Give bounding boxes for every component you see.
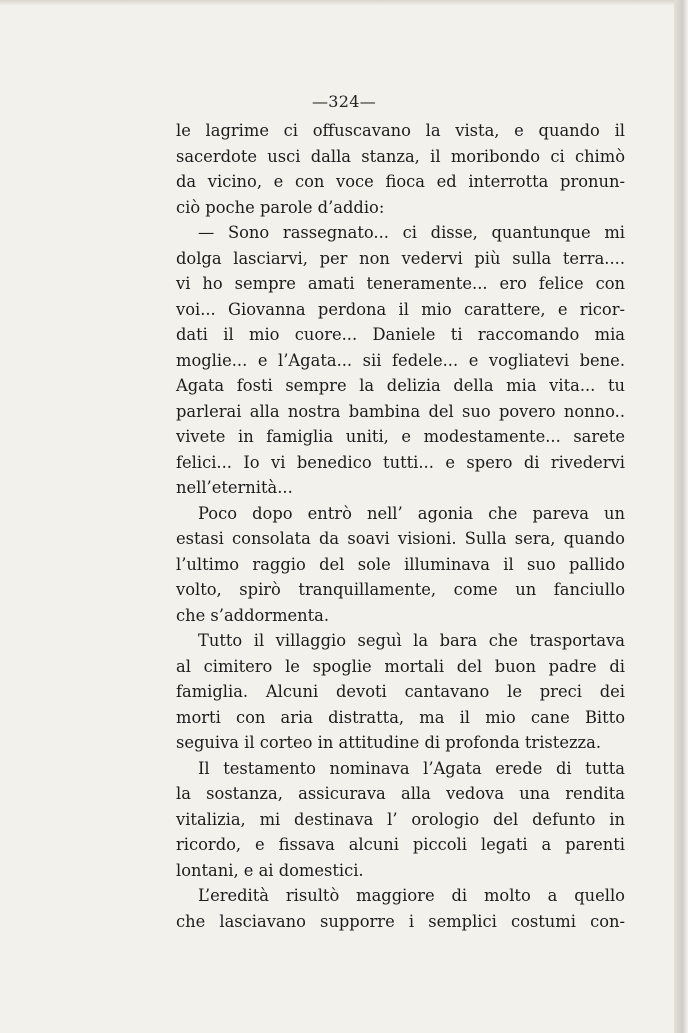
text-line: — Sono rassegnato... ci disse, quantunque mi [198, 223, 625, 242]
text-line: lontani, e ai domestici. [176, 860, 364, 880]
text-line: al cimitero le spoglie mortali del buon padre di [176, 656, 625, 676]
text-line: voi... Giovanna perdona il mio carattere, e ricor- [176, 299, 625, 319]
text-line: volto, spirò tranquillamente, come un fanciullo [176, 580, 625, 599]
page-right-edge [674, 0, 688, 1033]
text-line: vivete in famiglia uniti, e modestamente... sarete [176, 427, 625, 446]
text-line: nell’eternità... [176, 478, 293, 497]
text-line: dolga lasciarvi, per non vedervi più sulla terra.... [176, 248, 625, 268]
text-line: dati il mio cuore... Daniele ti raccomando mia [176, 325, 625, 344]
text-line: l’ultimo raggio del sole illuminava il suo pallido [176, 554, 625, 574]
text-line: Poco dopo entrò nell’ agonia che pareva un [198, 503, 625, 523]
page-top-shadow [0, 0, 688, 6]
text-line: Agata fosti sempre la delizia della mia vita... tu [176, 376, 625, 395]
body-text [176, 118, 625, 934]
text-line: felici... Io vi benedico tutti... e spero di rivedervi [176, 452, 625, 472]
text-line: da vicino, e con voce fioca ed interrotta pronun- [176, 172, 625, 191]
text-line: Tutto il villaggio seguì la bara che trasportava [198, 631, 625, 650]
text-line: Il testamento nominava l’Agata erede di tutta [198, 758, 625, 778]
text-line: seguiva il corteo in attitudine di profonda tristezza. [176, 733, 601, 752]
text-line: vi ho sempre amati teneramente... ero felice con [176, 274, 625, 293]
text-line: morti con aria distratta, ma il mio cane Bitto [176, 707, 625, 727]
page-number: —324— [311, 92, 377, 111]
text-line: ricordo, e fissava alcuni piccoli legati a parenti [176, 835, 625, 854]
text-line: estasi consolata da soavi visioni. Sulla sera, quando [176, 529, 625, 548]
text-line: moglie... e l’Agata... sii fedele... e vogliatevi bene. [176, 350, 625, 370]
text-line: la sostanza, assicurava alla vedova una rendita [176, 784, 625, 803]
text-line: sacerdote usci dalla stanza, il moribondo ci chimò [176, 146, 625, 166]
text-line: vitalizia, mi destinava l’ orologio del defunto in [176, 809, 625, 829]
text-line: le lagrime ci offuscavano la vista, e quando il [176, 121, 625, 140]
text-line: che s’addormenta. [176, 605, 330, 625]
text-line: ciò poche parole d’addio: [176, 197, 385, 217]
text-line: che lasciavano supporre i semplici costumi con- [176, 911, 625, 931]
text-line: famiglia. Alcuni devoti cantavano le preci dei [176, 682, 625, 701]
text-line: L’eredità risultò maggiore di molto a quello [198, 886, 625, 905]
text-line: parlerai alla nostra bambina del suo povero nonno.. [176, 401, 625, 421]
